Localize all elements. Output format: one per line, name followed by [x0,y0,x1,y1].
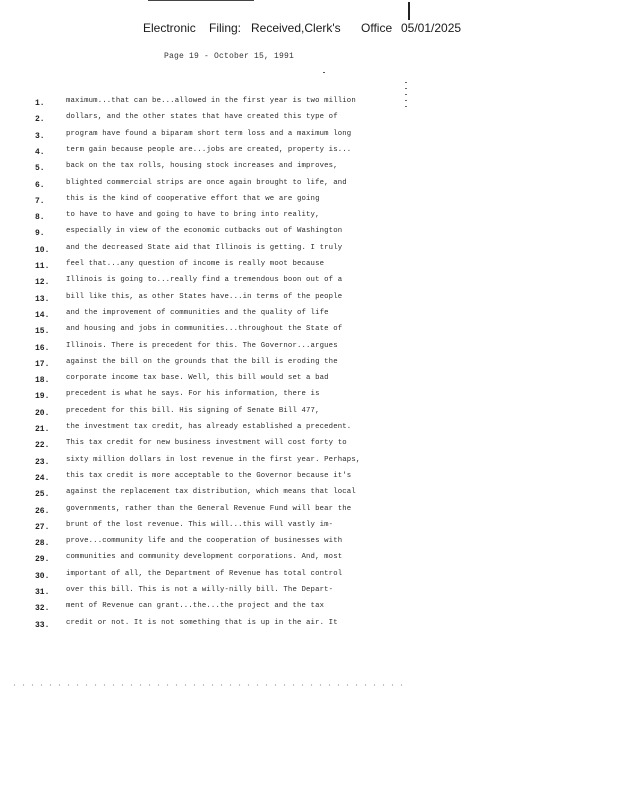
line-number: 23. [35,457,50,467]
line-number: 26. [35,506,50,516]
transcript-line: and housing and jobs in communities...throughout the State of [66,325,343,334]
transcript-line: against the replacement tax distribution, which means that local [66,488,356,497]
line-number: 5. [35,164,45,174]
transcript-line: brunt of the lost revenue. This will...this will vastly im- [66,520,334,529]
line-number: 20. [35,408,50,418]
transcript-line: back on the tax rolls, housing stock increases and improves, [66,162,338,171]
electronic-filing-stamp [143,21,473,37]
transcript-line: communities and community development corporations. And, most [66,553,343,562]
transcript-line: bill like this, as other States have...in terms of the people [66,292,343,301]
line-number: 13. [35,294,50,304]
line-number: 18. [35,376,50,386]
line-number: 16. [35,343,50,353]
line-number: 1. [35,99,45,108]
scan-specks-right [405,82,407,112]
transcript-line: this is the kind of cooperative effort that we are going [66,194,320,203]
stamp-date: 05/01/2025 [401,21,462,35]
transcript-line: ment of Revenue can grant...the...the project and the tax [66,602,325,611]
top-edge-rule [148,0,254,1]
line-number: 25. [35,490,50,500]
transcript-line: and the decreased State aid that Illinois is getting. I truly [66,243,343,252]
transcript-line: feel that...any question of income is really moot because [66,260,325,268]
transcript-line: precedent for this bill. His signing of Senate Bill 477, [66,406,320,415]
scan-speck [323,72,325,73]
line-number: 21. [35,425,50,434]
line-number: 17. [35,359,50,369]
line-number: 15. [35,327,50,337]
transcript-line: term gain because people are...jobs are created, property is... [66,145,352,154]
stamp-margin-mark [408,2,410,20]
line-number: 2. [35,115,45,125]
line-number: 32. [35,604,50,614]
line-number: 9. [35,229,45,239]
transcript-line: corporate income tax base. Well, this bill would set a bad [66,374,329,383]
line-number: 28. [35,539,50,549]
line-number: 6. [35,180,45,190]
line-number: 22. [35,441,50,451]
line-number: 27. [35,522,50,532]
line-number: 31. [35,588,50,597]
transcript-line: important of all, the Department of Revenue has total control [66,569,343,578]
line-number: 24. [35,473,50,483]
transcript-line: credit or not. It is not something that is up in the air. It [66,618,338,627]
bottom-dotted-rule [10,684,410,686]
transcript-line: program have found a biparam short term loss and a maximum long [66,129,352,138]
stamp-filing: Filing: [209,21,242,35]
transcript-line: Illinois. There is precedent for this. The Governor...argues [66,341,338,350]
transcript-line: precedent is what he says. For his information, there is [66,390,320,399]
transcript-line: the investment tax credit, has already established a precedent. [66,423,352,431]
line-number: 14. [35,310,50,320]
transcript-line: dollars, and the other states that have created this type of [66,113,338,122]
line-number: 8. [35,213,45,223]
stamp-received: Received,Clerk's [251,21,341,35]
transcript-line: This tax credit for new business investment will cost forty to [66,439,347,448]
line-number: 7. [35,196,45,206]
line-number: 3. [35,131,45,141]
transcript-line: prove...community life and the cooperation of businesses with [66,537,343,546]
transcript-line: maximum...that can be...allowed in the first year is two million [66,97,356,105]
transcript-line: and the improvement of communities and the quality of life [66,308,329,317]
stamp-office: Office [361,21,393,35]
line-number: 33. [35,620,50,630]
line-number: 4. [35,147,45,157]
transcript-line: Illinois is going to...really find a tremendous boon out of a [66,276,343,285]
line-number: 10. [35,245,50,255]
transcript-line: against the bill on the grounds that the bill is eroding the [66,357,338,366]
line-number: 19. [35,392,50,402]
transcript-line: especially in view of the economic cutbacks out of Washington [66,227,343,236]
line-number: 12. [35,278,50,288]
transcript-line: this tax credit is more acceptable to the Governor because it's [66,471,352,480]
transcript-line: to have to have and going to have to bring into reality, [66,211,320,220]
transcript-line: over this bill. This is not a willy-nilly bill. The Depart- [66,586,334,594]
stamp-electronic: Electronic [143,21,196,35]
page-header: Page 19 - October 15, 1991 [164,52,295,61]
transcript-line: sixty million dollars in lost revenue in the first year. Perhaps, [66,455,361,464]
line-number: 11. [35,262,50,271]
line-number: 29. [35,555,50,565]
line-number: 30. [35,571,50,581]
transcript-line: governments, rather than the General Revenue Fund will bear the [66,504,352,513]
transcript-line: blighted commercial strips are once again brought to life, and [66,178,347,187]
